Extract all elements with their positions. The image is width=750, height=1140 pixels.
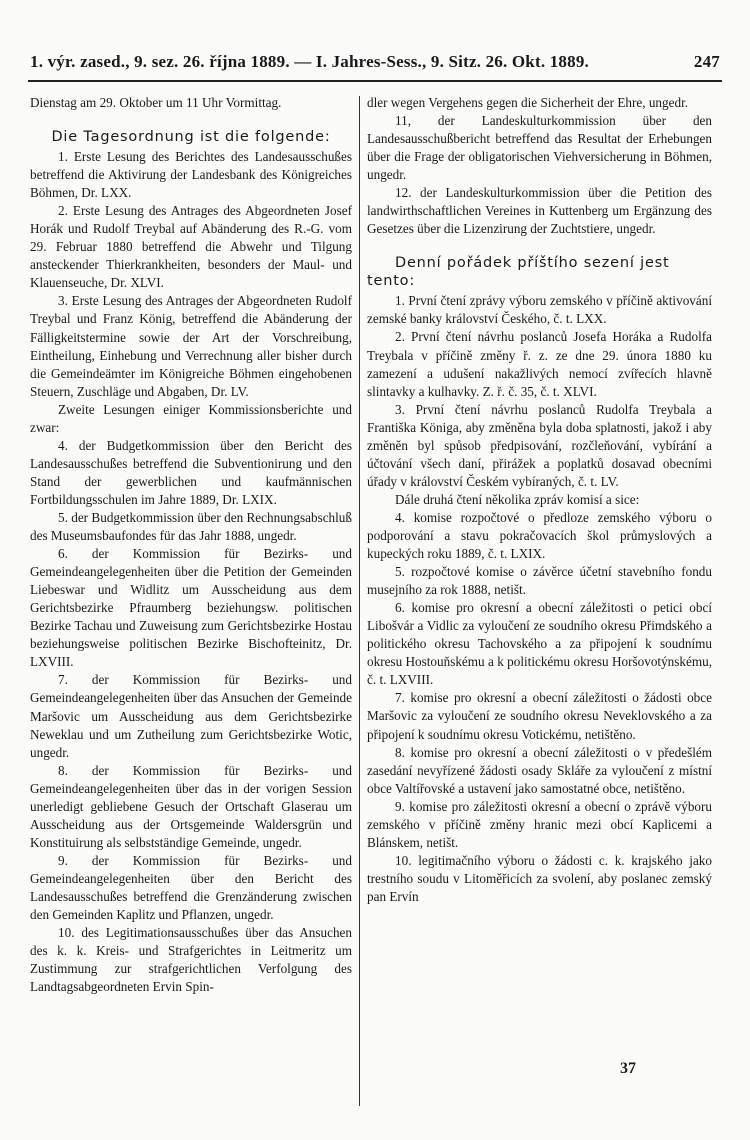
agenda-item-3-german: 3. Erste Lesung des Antrages der Abgeordneten Rudolf Treybal und Franz König, betreffend die Abänderung der Fälligkeitstermine sowie der Art der Vorschreibung, Eintheilung, Einhebung und Verrechnung aller bisher durch die Gemeindeämter im Königreiche Böhmen eingehobenen Steuern, Zuschläge und Abgaben, Dr. LV. — [30, 293, 352, 399]
agenda-heading-german: Die Tagesordnung ist die folgende: — [51, 129, 331, 146]
column-divider — [359, 96, 360, 1106]
agenda-item-1-german: 1. Erste Lesung des Berichtes des Landesausschußes betreffend die Aktivirung der Landesbank des Königreiches Böhmen, Dr. LXX. — [30, 149, 352, 201]
continued-item-10-german: dler wegen Vergehens gegen die Sicherheit der Ehre, ungedr. — [367, 95, 689, 110]
agenda-item-2-german: 2. Erste Lesung des Antrages des Abgeordneten Josef Horák und Rudolf Treybal auf Abänderung des R.-G. vom 29. Februar 1880 betreffend die Abwehr und Tilgung ansteckender Thierkrankheiten, besonders der Maul- und Klauenseuche, Dr. XLVI. — [30, 203, 352, 291]
signature-mark: 37 — [620, 1060, 636, 1077]
agenda-item-12-german: 12. der Landeskulturkommission über die Petition des landwirthschaftlichen Vereines in Kuttenberg um Ergänzung des Gesetzes über die Lizenzirung der Zuchtstiere, ungedr. — [367, 185, 712, 237]
agenda-item-1-czech: 1. První čtení zprávy výboru zemského v příčině aktivování zemské banky království Českého, č. t. LXX. — [367, 293, 712, 327]
agenda-item-9-german: 9. der Kommission für Bezirks- und Gemeindeangelegenheiten über den Bericht des Landesausschußes betreffend die Grenzänderung zwischen den Gemeinden Kaplitz und Pflanzen, ungedr. — [30, 852, 352, 923]
agenda-item-5-czech: 5. rozpočtové komise o závěrce účetní stavebního fondu musejního za rok 1888, netišt. — [367, 564, 712, 598]
agenda-item-2-czech: 2. První čtení návrhu poslanců Josefa Horáka a Rudolfa Treybala v příčině změny ř. z. ze dne 29. února 1880 ku zamezení a udušení nakažlivých nemocí zvířecích hlavně slintavky a kulhavky. Z. ř. č. 35, č. t. XLVI. — [367, 329, 712, 399]
session-time: Dienstag am 29. Oktober um 11 Uhr Vormittag. — [30, 95, 282, 110]
agenda-item-10-german: 10. des Legitimationsausschußes über das Ansuchen des k. k. Kreis- und Strafgerichtes in Leitmeritz um Zustimmung zur strafgerichtlichen Verfolgung des Landtagsabgeordneten Ervin Spin- — [30, 925, 352, 995]
running-header — [30, 52, 720, 72]
left-column-german — [30, 94, 352, 996]
header-rule — [28, 80, 722, 82]
agenda-item-6-german: 6. der Kommission für Bezirks- und Gemeindeangelegenheiten über die Petition der Gemeinden Liebeswar und Widlitz um Ausscheidung aus dem Gerichtsbezirke Pfraumberg beziehungsw. politischen Bezirke Tachau und Zuweisung zum Gerichtsbezirke Hostau beziehungsweise politischen Bezirke Bischofteinitz, Dr. LXVIII. — [30, 546, 352, 670]
second-readings-intro-german: Zweite Lesungen einiger Kommissionsberichte und zwar: — [30, 401, 352, 435]
agenda-heading-czech: Denní pořádek příštího sezení jest tento: — [367, 255, 670, 290]
agenda-item-9-czech: 9. komise pro záležitosti okresní a obecní o zprávě výboru zemského v příčině změny hranic mezi obcí Kaplicemi a Blánskem, netišt. — [367, 798, 712, 850]
agenda-item-4-czech: 4. komise rozpočtové o předloze zemského výboru o podporování a stavu pokračovacích škol průmyslových a kupeckých roku 1889, č. t. LXIX. — [367, 509, 712, 562]
header-title: 1. výr. zased., 9. sez. 26. října 1889. — I. Jahres-Sess., 9. Sitz. 26. Okt. 1889. — [30, 52, 589, 71]
agenda-item-3-czech: 3. První čtení návrhu poslanců Rudolfa Treybala a Františka Königa, aby změněna byla doba splatnosti, jakož i aby změněn byl spůsob předpisování, rozčleňování, vybírání a účtování všech daní, přirážek a poplatků dosavad obecními úřady v království Českém vybíraných, č. t. LV. — [367, 401, 712, 489]
second-readings-intro-czech: Dále druhá čtení několika zpráv komisí a sice: — [395, 491, 640, 507]
agenda-item-11-german: 11, der Landeskulturkommission über den Landesausschußbericht betreffend das Resultat der Erhebungen über die Frage der obligatorischen Viehversicherung in Böhmen, ungedr. — [367, 113, 712, 183]
page-number: 247 — [693, 52, 720, 71]
agenda-item-7-german: 7. der Kommission für Bezirks- und Gemeindeangelegenheiten über das Ansuchen der Gemeinde Maršovic um Ausscheidung aus dem Gerichtsbezirke Neweklau und um Zutheilung zum Gerichtsbezirke Wotic, ungedr. — [30, 672, 352, 760]
agenda-item-8-german: 8. der Kommission für Bezirks- und Gemeindeangelegenheiten über das in der vorigen Session unerledigt gebliebene Gesuch der Ortschaft Glaserau um Ausscheidung aus der Ortsgemeinde Waldersgrün und Konstituirung als selbstständige Gemeinde, ungedr. — [30, 762, 352, 850]
agenda-item-8-czech: 8. komise pro okresní a obecní záležitosti o v předešlém zasedání nevyřízené žádosti osady Skláře za vyloučení z místní obce Valtířovské a ustavení jako samostatné obce, netištěno. — [367, 744, 712, 796]
agenda-item-5-german: 5. der Budgetkommission über den Rechnungsabschluß des Museumsbaufondes für das Jahr 1888, ungedr. — [30, 509, 352, 544]
agenda-item-4-german: 4. der Budgetkommission über den Bericht des Landesausschußes betreffend die Subventionirung und den Stand der gewerblichen und kaufmännischen Fortbildungsschulen im Jahre 1889, Dr. LXIX. — [30, 437, 352, 507]
agenda-item-7-czech: 7. komise pro okresní a obecní záležitosti o žádosti obce Maršovic za vyloučení ze soudního okresu Neveklovského a za připojení k soudnímu okresu Votickému, netištěno. — [367, 690, 712, 742]
agenda-item-6-czech: 6. komise pro okresní a obecní záležitosti o petici obcí Libošvár a Vidlic za vyloučení ze soudního okresu Přimdského a politického okresu Tachovského a za připojení k soudnímu okresu Hostouňskému a k politickému okresu Horšovotýnskému, č. t. LXVIII. — [367, 600, 712, 688]
right-column-czech — [367, 94, 712, 906]
agenda-item-10-czech: 10. legitimačního výboru o žádosti c. k. krajského jako trestního soudu v Litoměřicích za svolení, aby poslanec zemský pan Ervín — [367, 852, 712, 904]
